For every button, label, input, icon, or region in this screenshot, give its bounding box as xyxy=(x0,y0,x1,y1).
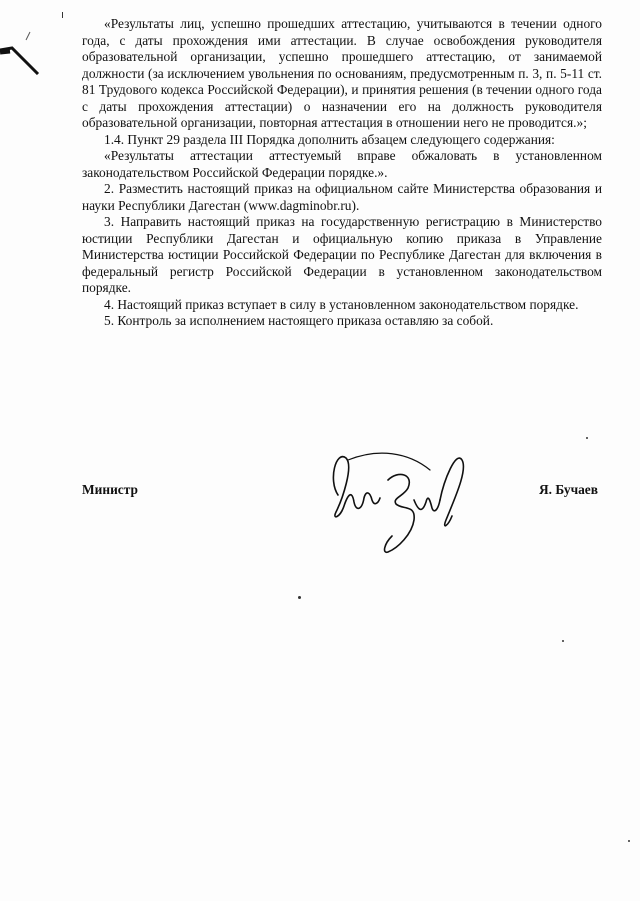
paragraph-attestation-results: «Результаты лиц, успешно прошедших аттестацию, учитываются в течении одного года, с даты прохождения ими аттестации. В случае освобождения руководителя образовательной организации, успешно прошедшего аттестацию, от занимаемой должности (за исключением увольнения по основаниям, предусмотренным п. 3, п. 5-11 ст. 81 Трудового кодекса Российской Федерации), и принятия решения (в течении одного года с даты прохождения аттестации) о назначении его на должность руководителя образовательной организации, повторная аттестация в отношении него не проводится.»; xyxy=(82,16,602,130)
signatory-name: Я. Бучаев xyxy=(538,482,598,497)
scan-edge-mark xyxy=(0,30,40,75)
paragraph-2: 2. Разместить настоящий приказ на официальном сайте Министерства образования и науки Республики Дагестан (www.dagminobr.ru). xyxy=(82,181,602,213)
paragraph-appeal: «Результаты аттестации аттестуемый вправе обжаловать в установленном законодательством Российской Федерации порядке.». xyxy=(82,148,602,180)
paragraph-3: 3. Направить настоящий приказ на государственную регистрацию в Министерство юстиции Республики Дагестан и официальную копию приказа в Управление Министерства юстиции Российской Федерации по Республике Дагестан для включения в федеральный регистр Российской Федерации в установленном законодательством порядке. xyxy=(82,214,602,295)
paragraph-1-4: 1.4. Пункт 29 раздела III Порядка дополнить абзацем следующего содержания: xyxy=(104,131,555,147)
scan-speck xyxy=(628,840,630,842)
scan-speck xyxy=(562,640,564,642)
paragraph-5: 5. Контроль за исполнением настоящего приказа оставляю за собой. xyxy=(104,313,494,328)
scan-speck xyxy=(586,437,588,439)
handwritten-signature xyxy=(318,440,468,558)
scan-speck xyxy=(298,596,301,599)
signatory-title: Министр xyxy=(82,482,138,497)
scan-speck xyxy=(62,12,63,18)
document-body xyxy=(82,16,602,330)
paragraph-4: 4. Настоящий приказ вступает в силу в установленном законодательством порядке. xyxy=(104,296,579,312)
